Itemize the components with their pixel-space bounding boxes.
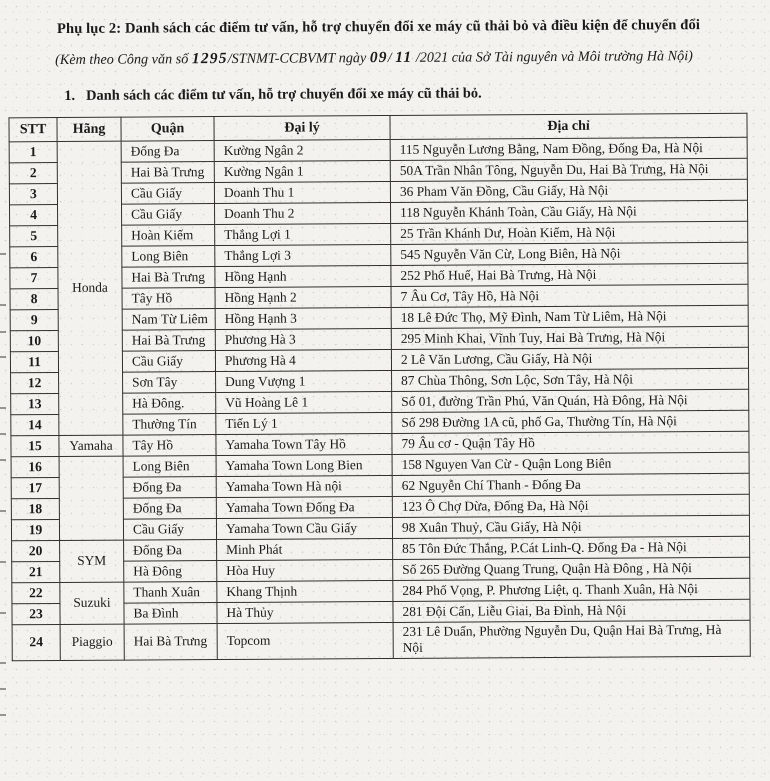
stt-cell: 19 [11,520,59,541]
header-address: Địa chỉ [390,113,747,139]
district-cell: Cầu Giấy [123,519,216,541]
brand-cell: SYM [60,540,124,582]
stt-cell: 20 [12,541,60,562]
header-stt: STT [9,118,57,142]
district-cell: Cầu Giấy [122,204,215,226]
district-cell: Thường Tín [123,414,216,436]
section-text: Danh sách các điểm tư vấn, hỗ trợ chuyển đổi xe máy cũ thải bỏ. [86,85,482,104]
district-cell: Tây Hồ [122,288,215,310]
district-cell: Tây Hồ [123,435,216,457]
dealer-cell: Topcom [217,622,393,659]
address-cell: 18 Lê Đức Thọ, Mỹ Đình, Nam Từ Liêm, Hà Nội [391,305,748,328]
dealer-cell: Doanh Thu 2 [215,202,391,224]
dealer-cell: Tiến Lý 1 [216,412,392,434]
scan-artifact [0,356,6,358]
dealer-cell: Thắng Lợi 1 [215,223,391,245]
stt-cell: 23 [12,604,60,625]
address-cell: 62 Nguyễn Chí Thanh - Đống Đa [392,473,749,496]
stt-cell: 4 [10,205,58,226]
district-cell: Hai Bà Trưng [121,162,214,184]
brand-cell: Yamaha [59,435,123,456]
address-cell: 98 Xuân Thuỷ, Cầu Giấy, Hà Nội [392,515,749,538]
district-cell: Thanh Xuân [124,582,217,604]
address-cell: 252 Phố Huế, Hai Bà Trưng, Hà Nội [391,263,748,286]
address-cell: 87 Chùa Thông, Sơn Lộc, Sơn Tây, Hà Nội [392,368,749,391]
address-cell: 231 Lê Duẩn, Phường Nguyễn Du, Quận Hai Bà Trưng, Hà Nội [393,620,750,658]
scan-artifact [0,714,6,716]
dealer-cell: Yamaha Town Tây Hồ [216,433,392,455]
stt-cell: 21 [12,562,60,583]
stt-cell: 8 [10,289,58,310]
scan-artifact [0,510,6,512]
stt-cell: 9 [10,310,58,331]
brand-cell [59,456,124,540]
header-brand: Hãng [57,117,121,141]
stt-cell: 16 [11,457,59,478]
address-cell: 2 Lê Văn Lương, Cầu Giấy, Hà Nội [391,347,748,370]
address-cell: 7 Âu Cơ, Tây Hồ, Hà Nội [391,284,748,307]
scan-artifact [0,561,6,563]
dealer-cell: Yamaha Town Hà nội [216,475,392,497]
stt-cell: 1 [9,142,57,163]
district-cell: Hoàn Kiếm [122,225,215,247]
district-cell: Đống Đa [123,498,216,520]
address-cell: 118 Nguyễn Khánh Toàn, Cầu Giấy, Hà Nội [390,200,747,223]
address-cell: Số 298 Đường 1A cũ, phố Ga, Thường Tín, Hà Nội [392,410,749,433]
dealer-cell: Yamaha Town Đống Đa [216,496,392,518]
subtitle-text-pre: (Kèm theo Công văn số [55,51,192,69]
stt-cell: 10 [10,331,58,352]
stt-cell: 13 [11,394,59,415]
district-cell: Cầu Giấy [122,351,215,373]
address-cell: 545 Nguyễn Văn Cừ, Long Biên, Hà Nội [391,242,748,265]
stt-cell: 18 [11,499,59,520]
district-cell: Sơn Tây [123,372,216,394]
district-cell: Hai Bà Trưng [122,330,215,352]
stt-cell: 7 [10,268,58,289]
dealer-cell: Hà Thủy [217,601,393,623]
scan-artifact [0,688,6,690]
dealer-cell: Kường Ngân 2 [214,139,390,161]
stt-cell: 2 [9,163,57,184]
stt-cell: 15 [11,436,59,457]
address-cell: 158 Nguyen Van Cừ - Quận Long Biên [392,452,749,475]
section-heading [64,85,481,105]
district-cell: Long Biên [123,456,216,478]
brand-cell: Piaggio [60,624,124,660]
stt-cell: 24 [12,625,60,661]
address-cell: 281 Đội Cấn, Liễu Giai, Ba Đình, Hà Nội [393,599,750,622]
scan-artifact [0,662,6,664]
brand-cell: Honda [57,141,123,435]
handwritten-day: 09 [369,48,388,67]
address-cell: 25 Trần Khánh Dư, Hoàn Kiếm, Hà Nội [391,221,748,244]
district-cell: Hai Bà Trưng [124,624,217,660]
dealer-cell: Thắng Lợi 3 [215,244,391,266]
stt-cell: 3 [9,184,57,205]
address-cell: Số 265 Đường Quang Trung, Quận Hà Đông , Hà Nội [393,557,750,580]
scan-artifact [0,433,6,435]
scan-artifact [0,612,6,614]
district-cell: Cầu Giấy [121,183,214,205]
scan-artifact [0,331,6,333]
scan-artifact [0,253,6,255]
district-cell: Ba Đình [124,603,217,625]
stt-cell: 17 [11,478,59,499]
subtitle-slash: / [387,49,396,66]
section-number: 1. [64,87,76,104]
address-cell: 50A Trần Nhân Tông, Nguyễn Du, Hai Bà Trưng, Hà Nội [390,158,747,181]
stt-cell: 22 [12,583,60,604]
header-district: Quận [121,117,214,142]
address-cell: 123 Ô Chợ Dừa, Đống Đa, Hà Nội [392,494,749,517]
district-cell: Long Biên [122,246,215,268]
dealer-cell: Yamaha Town Long Bien [216,454,392,476]
district-cell: Đống Đa [121,141,214,163]
stt-cell: 12 [11,373,59,394]
stt-cell: 5 [10,226,58,247]
table-row [12,620,750,660]
district-cell: Hai Bà Trưng [122,267,215,289]
dealer-cell: Doanh Thu 1 [214,181,390,203]
dealer-cell: Phương Hà 4 [215,349,391,371]
district-cell: Đống Đa [124,540,217,562]
document-subtitle [55,47,693,69]
stt-cell: 14 [11,415,59,436]
header-dealer: Đại lý [214,115,390,140]
dealer-cell: Hồng Hạnh [215,265,391,287]
scan-artifact [0,459,6,461]
district-cell: Nam Từ Liêm [122,309,215,331]
stt-cell: 11 [10,352,58,373]
dealer-cell: Khang Thịnh [217,580,393,602]
address-cell: 295 Minh Khai, Vĩnh Tuy, Hai Bà Trưng, Hà Nội [391,326,748,349]
dealer-cell: Minh Phát [217,538,393,560]
handwritten-document-number: 1295 [191,49,228,68]
brand-cell: Suzuki [60,582,124,624]
stt-cell: 6 [10,247,58,268]
dealer-table [8,113,750,661]
handwritten-month: 11 [395,48,413,66]
subtitle-text-post: /2021 của Sở Tài nguyên và Môi trường Hà Nội) [412,48,693,66]
address-cell: 115 Nguyễn Lương Bằng, Nam Đồng, Đống Đa, Hà Nội [390,137,747,160]
address-cell: Số 01, đường Trần Phú, Văn Quán, Hà Đông, Hà Nội [392,389,749,412]
district-cell: Hà Đông. [123,393,216,415]
address-cell: 85 Tôn Đức Thắng, P.Cát Linh-Q. Đống Đa - Hà Nội [393,536,750,559]
address-cell: 284 Phố Vọng, P. Phương Liệt, q. Thanh Xuân, Hà Nội [393,578,750,601]
dealer-cell: Yamaha Town Cầu Giấy [216,517,392,539]
dealer-cell: Dung Vượng 1 [216,370,392,392]
scan-artifact [0,304,6,306]
district-cell: Đống Đa [123,477,216,499]
address-cell: 36 Pham Văn Đồng, Cầu Giấy, Hà Nội [390,179,747,202]
address-cell: 79 Âu cơ - Quận Tây Hồ [392,431,749,454]
table-body [9,137,750,660]
dealer-cell: Vũ Hoàng Lê 1 [216,391,392,413]
page-title: Phụ lục 2: Danh sách các điểm tư vấn, hỗ trợ chuyển đổi xe máy cũ thải bỏ và điều kiện để chuyển đổi [56,17,701,38]
dealer-cell: Phương Hà 3 [215,328,391,350]
dealer-cell: Hồng Hạnh 3 [215,307,391,329]
dealer-cell: Hòa Huy [217,559,393,581]
dealer-cell: Hồng Hạnh 2 [215,286,391,308]
scan-artifact [0,407,6,409]
subtitle-text-mid: /STNMT-CCBVMT ngày [227,50,370,67]
district-cell: Hà Đông [124,561,217,583]
dealer-cell: Kường Ngân 1 [214,160,390,182]
